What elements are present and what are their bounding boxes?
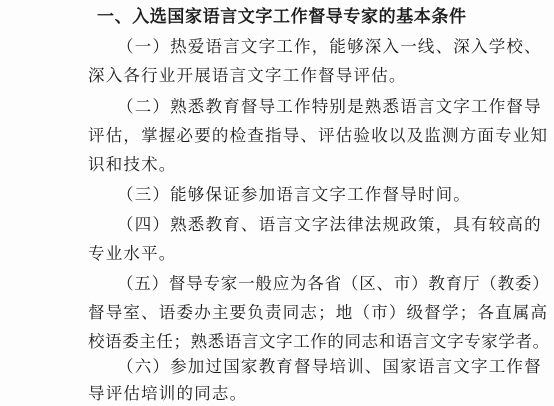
paragraph-line: 校语委主任；熟悉语言文字工作的同志和语言文字专家学者。 [88, 332, 550, 351]
paragraph-line: 评估，掌握必要的检查指导、评估验收以及监测方面专业知 [88, 126, 549, 145]
section-heading: 一、入选国家语言文字工作督导专家的基本条件 [97, 7, 467, 27]
paragraph-line: （二）熟悉教育督导工作特别是熟悉语言文字工作督导 [117, 97, 542, 116]
paragraph-line: 督导室、语委办主要负责同志；地（市）级督学；各直属高 [88, 303, 549, 322]
paragraph-line: 识和技术。 [88, 155, 177, 174]
paragraph-line: （一）热爱语言文字工作，能够深入一线、深入学校、 [117, 37, 542, 56]
paragraph-line: （六）参加过国家教育督导培训、国家语言文字工作督 [117, 357, 542, 376]
paragraph-line: （五）督导专家一般应为各省（区、市）教育厅（教委） [117, 274, 550, 293]
paragraph-line: 深入各行业开展语言文字工作督导评估。 [88, 66, 407, 85]
paragraph-line: （四）熟悉教育、语言文字法律法规政策，具有较高的 [117, 215, 542, 234]
paragraph-line: （三）能够保证参加语言文字工作督导时间。 [117, 185, 471, 204]
paragraph-line: 专业水平。 [88, 244, 177, 263]
paragraph-line: 导评估培训的同志。 [88, 384, 248, 403]
